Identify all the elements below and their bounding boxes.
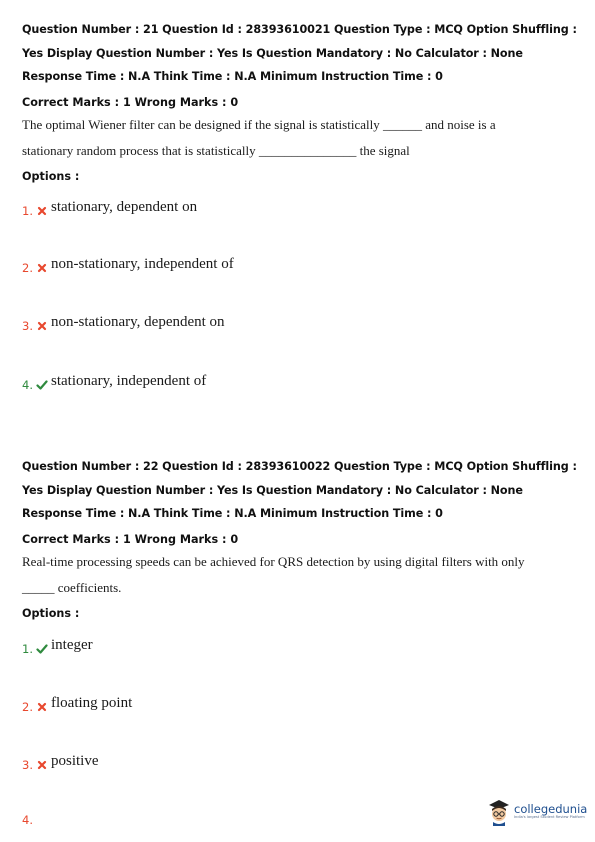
check-icon bbox=[36, 643, 48, 655]
question-text bbox=[22, 549, 562, 601]
question-marks: Correct Marks : 1 Wrong Marks : 0 bbox=[22, 533, 239, 546]
cross-icon bbox=[36, 205, 48, 217]
question-text-line: _____ coefficients. bbox=[22, 580, 122, 595]
option-number: 2. bbox=[22, 261, 33, 275]
question-text-line: The optimal Wiener filter can be designed if the signal is statistically ______ and noise is a bbox=[22, 117, 496, 132]
option-text: non-stationary, independent of bbox=[51, 255, 234, 272]
option-item bbox=[22, 196, 197, 218]
option-text: floating point bbox=[51, 694, 133, 711]
cross-icon bbox=[36, 320, 48, 332]
cross-icon bbox=[36, 759, 48, 771]
option-text: integer bbox=[51, 636, 93, 653]
question-text-line: Real-time processing speeds can be achieved for QRS detection by using digital filters with only bbox=[22, 554, 525, 569]
cross-icon bbox=[36, 262, 48, 274]
option-number: 4. bbox=[22, 378, 33, 392]
option-item bbox=[22, 805, 36, 827]
option-number: 2. bbox=[22, 700, 33, 714]
logo-tagline: India's largest Student Review Platform bbox=[514, 814, 585, 819]
question-header: Question Number : 22 Question Id : 28393610022 Question Type : MCQ Option Shuffling : Yes Display Question Number : Yes Is Question Mandatory : No Calculator : None Response Time : N.A Think Time : N.A Minimum Instruction Time : 0 bbox=[22, 460, 577, 520]
option-number: 1. bbox=[22, 642, 33, 656]
options-label: Options : bbox=[22, 607, 80, 620]
question-marks: Correct Marks : 1 Wrong Marks : 0 bbox=[22, 96, 239, 109]
option-item bbox=[22, 253, 234, 275]
option-item bbox=[22, 634, 93, 656]
option-text: stationary, dependent on bbox=[51, 198, 198, 215]
options-label: Options : bbox=[22, 170, 80, 183]
collegedunia-logo bbox=[487, 796, 587, 826]
option-item bbox=[22, 311, 225, 333]
question-header: Question Number : 21 Question Id : 28393610021 Question Type : MCQ Option Shuffling : Yes Display Question Number : Yes Is Question Mandatory : No Calculator : None Response Time : N.A Think Time : N.A Minimum Instruction Time : 0 bbox=[22, 23, 577, 83]
option-text: stationary, independent of bbox=[51, 372, 207, 389]
student-avatar-icon bbox=[487, 796, 511, 826]
option-number: 1. bbox=[22, 204, 33, 218]
option-number: 4. bbox=[22, 813, 33, 827]
option-item bbox=[22, 750, 99, 772]
option-item bbox=[22, 370, 206, 392]
option-number: 3. bbox=[22, 319, 33, 333]
option-item bbox=[22, 692, 132, 714]
question-text bbox=[22, 112, 562, 164]
cross-icon bbox=[36, 701, 48, 713]
logo-name: collegedunia bbox=[514, 801, 588, 816]
question-text-line: stationary random process that is statistically _______________ the signal bbox=[22, 143, 410, 158]
option-text: positive bbox=[51, 752, 99, 769]
option-number: 3. bbox=[22, 758, 33, 772]
option-text: non-stationary, dependent on bbox=[51, 313, 225, 330]
check-icon bbox=[36, 379, 48, 391]
